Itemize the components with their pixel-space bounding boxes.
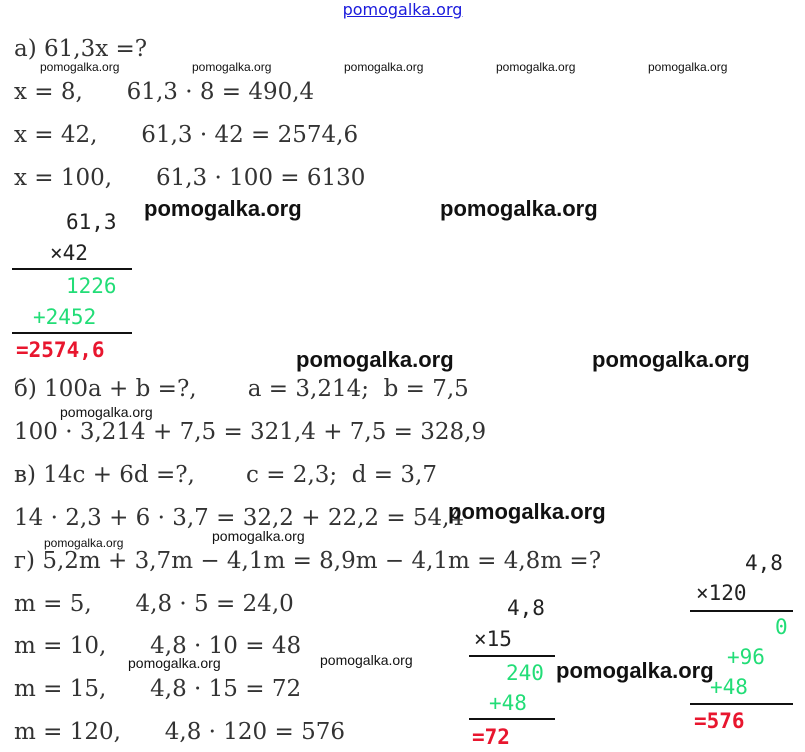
watermark-large: pomogalka.org [556,658,714,683]
watermark-small: pomogalka.org [344,60,424,74]
problem-g-line-1: m = 5, 4,8 · 5 = 24,0 [14,591,294,617]
watermark-small: pomogalka.org [60,404,153,420]
problem-b-title: б) 100a + b =?, a = 3,214; b = 7,5 [14,376,469,402]
watermark-small: pomogalka.org [212,528,305,544]
watermark-large: pomogalka.org [144,196,302,221]
calc3-result: =576 [694,709,745,733]
problem-a-title: а) 61,3x =? [14,36,148,62]
calc1-top: 61,3 [66,210,117,234]
problem-g-title: г) 5,2m + 3,7m − 4,1m = 8,9m − 4,1m = 4,8m =? [14,548,602,574]
watermark-large: pomogalka.org [440,196,598,221]
watermark-small: pomogalka.org [128,655,221,671]
problem-a-line-3: x = 100, 61,3 · 100 = 6130 [14,165,366,191]
calc3-rule-2 [690,703,793,705]
watermark-small: pomogalka.org [40,60,120,74]
calc3-top: 4,8 [745,551,783,575]
watermark-link-top[interactable]: pomogalka.org [342,0,463,19]
problem-a-line-1: x = 8, 61,3 · 8 = 490,4 [14,79,315,105]
calc1-partial-2: +2452 [33,305,97,329]
problem-g-line-2: m = 10, 4,8 · 10 = 48 [14,633,302,659]
calc2-result: =72 [472,725,510,749]
calc2-top: 4,8 [507,596,545,620]
watermark-large: pomogalka.org [448,499,606,524]
calc1-partial-1: 1226 [66,274,117,298]
calc1-result: =2574,6 [16,338,105,362]
calc3-partial-3: +48 [710,675,748,699]
problem-a-line-2: x = 42, 61,3 · 42 = 2574,6 [14,122,359,148]
watermark-large: pomogalka.org [592,347,750,372]
problem-g-line-3: m = 15, 4,8 · 15 = 72 [14,676,302,702]
calc3-multiplier: ×120 [696,581,747,605]
watermark-small: pomogalka.org [192,60,272,74]
calc1-multiplier: ×42 [50,241,88,265]
calc2-rule-2 [469,718,555,720]
calc1-rule-1 [12,268,132,270]
problem-g-line-4: m = 120, 4,8 · 120 = 576 [14,719,345,745]
calc3-rule-1 [690,610,793,612]
problem-v-title: в) 14c + 6d =?, c = 2,3; d = 3,7 [14,462,437,488]
calc3-partial-2: +96 [727,645,765,669]
calc3-partial-1: 0 [775,615,788,639]
calc2-partial-2: +48 [489,691,527,715]
watermark-small: pomogalka.org [320,652,413,668]
calc2-partial-1: 240 [506,661,544,685]
watermark-small: pomogalka.org [648,60,728,74]
watermark-large: pomogalka.org [296,347,454,372]
watermark-small: pomogalka.org [496,60,576,74]
problem-b-line-1: 100 · 3,214 + 7,5 = 321,4 + 7,5 = 328,9 [14,419,487,445]
watermark-small: pomogalka.org [44,536,124,550]
calc2-rule-1 [469,655,555,657]
calc2-multiplier: ×15 [474,627,512,651]
problem-v-line-1: 14 · 2,3 + 6 · 3,7 = 32,2 + 22,2 = 54,4 [14,505,465,531]
calc1-rule-2 [12,332,132,334]
